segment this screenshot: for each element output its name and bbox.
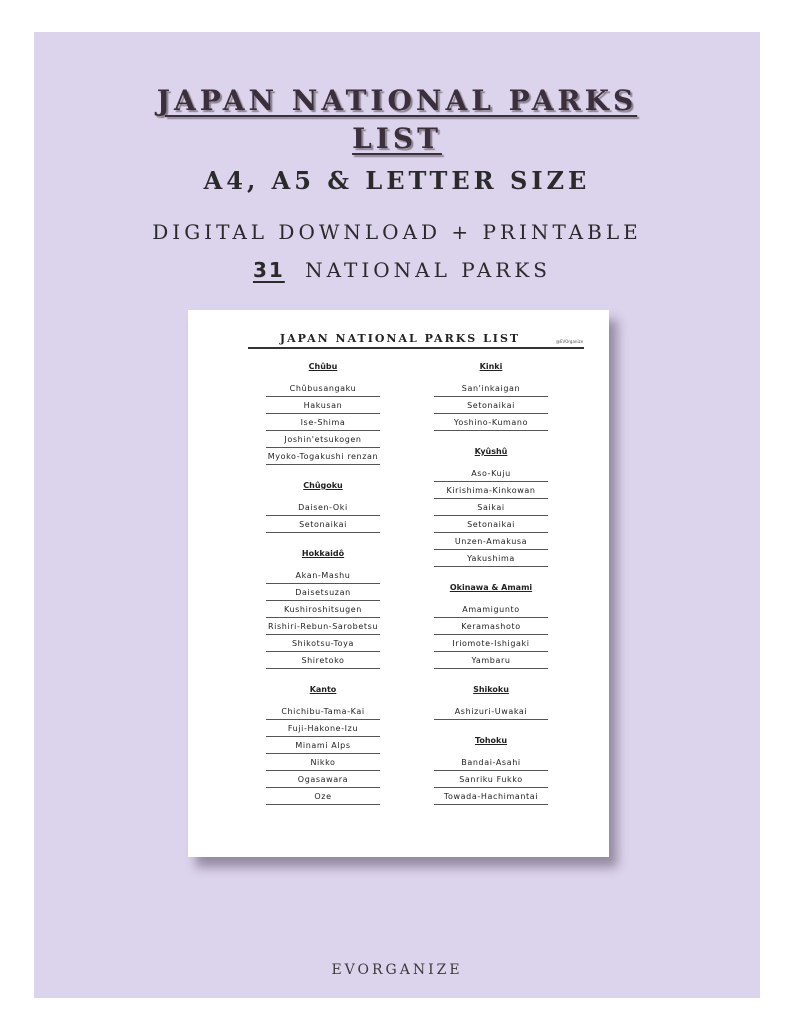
page-title-line1: JAPAN NATIONAL PARKS <box>156 84 638 117</box>
region-heading: Kyûshû <box>474 447 508 456</box>
park-list-item: Bandai-Asahi <box>434 754 548 771</box>
region-group <box>434 736 548 805</box>
park-list-item: Fuji-Hakone-Izu <box>266 720 380 737</box>
park-list-item: Minami Alps <box>266 737 380 754</box>
park-list-item: Chûbusangaku <box>266 380 380 397</box>
right-column <box>434 360 548 805</box>
park-list-item: Kirishima-Kinkowan <box>434 482 548 499</box>
region-group <box>266 685 380 805</box>
region-heading: Tohoku <box>474 736 508 745</box>
region-group <box>266 481 380 533</box>
region-heading: Chûgoku <box>303 481 343 490</box>
park-list-item: Myoko-Togakushi renzan <box>266 448 380 465</box>
sheet-title: JAPAN NATIONAL PARKS LIST <box>279 332 521 345</box>
park-list-item: Unzen-Amakusa <box>434 533 548 550</box>
park-list-item: Saikai <box>434 499 548 516</box>
download-text: DIGITAL DOWNLOAD + PRINTABLE <box>152 220 642 244</box>
park-list-item: San'inkaigan <box>434 380 548 397</box>
park-list-item: Sanriku Fukko <box>434 771 548 788</box>
park-list-item: Keramashoto <box>434 618 548 635</box>
park-list-item: Akan-Mashu <box>266 567 380 584</box>
region-heading: Shikoku <box>473 685 509 694</box>
region-group <box>434 362 548 431</box>
park-list-item: Amamigunto <box>434 601 548 618</box>
region-group <box>266 362 380 465</box>
region-heading: Hokkaidô <box>301 549 345 558</box>
region-group <box>434 685 548 720</box>
park-list-item: Setonaikai <box>266 516 380 533</box>
park-list-item: Shikotsu-Toya <box>266 635 380 652</box>
region-group <box>434 583 548 669</box>
sheet-brand-handle: @EVOrganize <box>556 339 584 344</box>
park-list-item: Chichibu-Tama-Kai <box>266 703 380 720</box>
region-group <box>266 549 380 669</box>
size-subtitle: A4, A5 & LETTER SIZE <box>203 166 591 195</box>
park-list-item: Shiretoko <box>266 652 380 669</box>
park-list-item: Yambaru <box>434 652 548 669</box>
park-count-label: NATIONAL PARKS <box>305 258 552 282</box>
page-title-line2: LIST <box>352 122 442 155</box>
left-column <box>266 360 380 805</box>
park-count: 31 <box>252 258 285 282</box>
park-list-item: Joshin'etsukogen <box>266 431 380 448</box>
park-list-item: Hakusan <box>266 397 380 414</box>
park-list-item: Nikko <box>266 754 380 771</box>
park-list-item: Towada-Hachimantai <box>434 788 548 805</box>
park-list-item: Rishiri-Rebun-Sarobetsu <box>266 618 380 635</box>
footer-brand: EVORGANIZE <box>331 962 463 978</box>
park-list-item: Aso-Kuju <box>434 465 548 482</box>
park-list-item: Setonaikai <box>434 516 548 533</box>
park-list-item: Setonaikai <box>434 397 548 414</box>
park-list-item: Ogasawara <box>266 771 380 788</box>
sheet-title-divider <box>248 347 584 349</box>
region-heading: Chûbu <box>308 362 338 371</box>
region-heading: Kanto <box>309 685 337 694</box>
printable-sheet-preview <box>188 310 609 857</box>
park-list-item: Kushiroshitsugen <box>266 601 380 618</box>
park-count-line <box>0 258 794 282</box>
park-list-item: Iriomote-Ishigaki <box>434 635 548 652</box>
park-list-item: Ashizuri-Uwakai <box>434 703 548 720</box>
park-list-item: Daisetsuzan <box>266 584 380 601</box>
region-heading: Okinawa & Amami <box>449 583 533 592</box>
park-list-item: Daisen-Oki <box>266 499 380 516</box>
region-heading: Kinki <box>479 362 503 371</box>
park-list-item: Yakushima <box>434 550 548 567</box>
park-list-item: Yoshino-Kumano <box>434 414 548 431</box>
region-group <box>434 447 548 567</box>
park-list-item: Ise-Shima <box>266 414 380 431</box>
park-list-item: Oze <box>266 788 380 805</box>
